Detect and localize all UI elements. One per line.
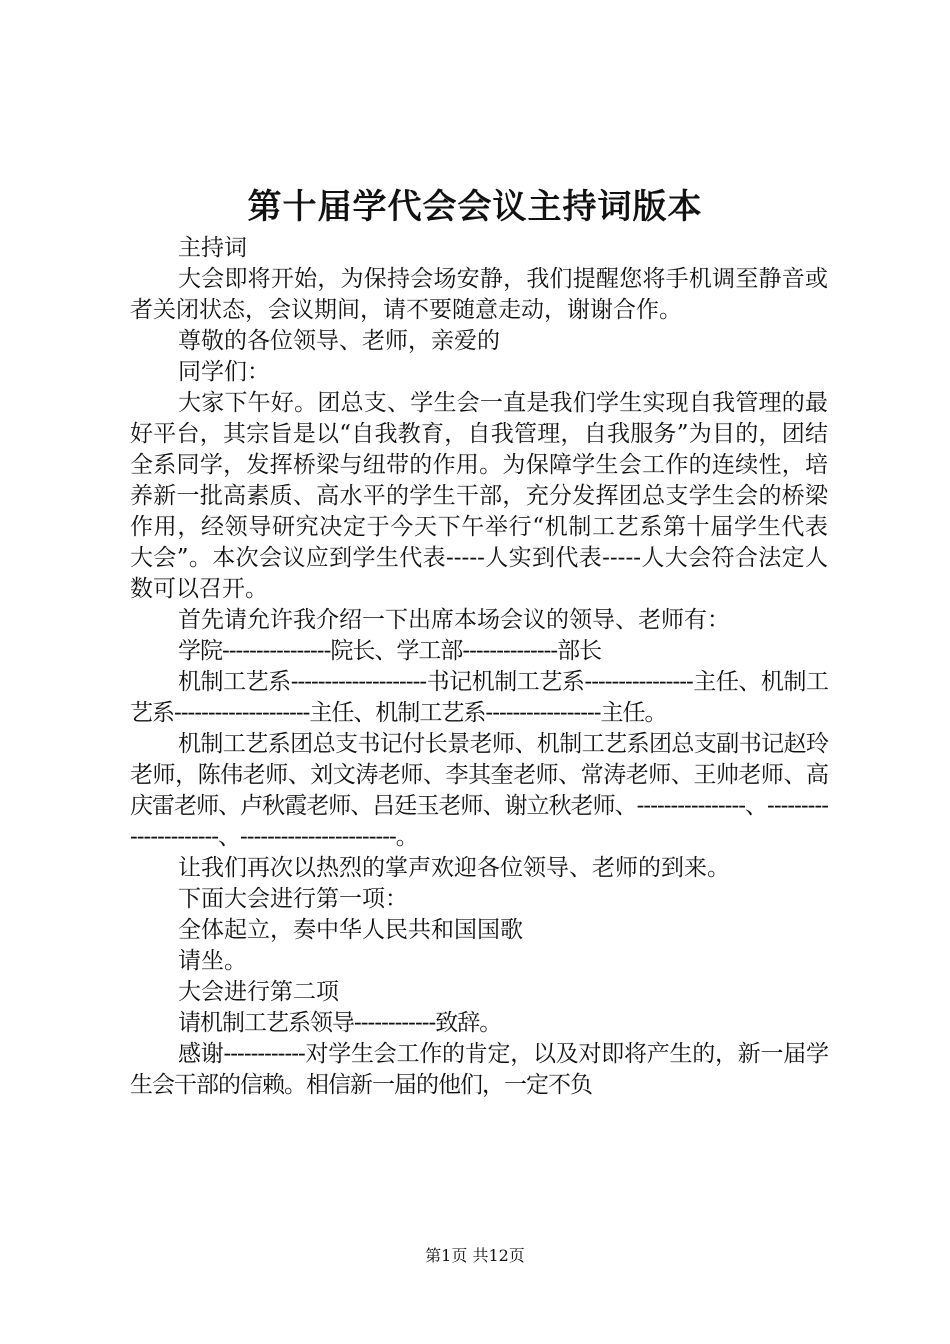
paragraph-notice: 大会即将开始，为保持会场安静，我们提醒您将手机调至静音或者关闭状态，会议期间，请不要随意走动，谢谢合作。 bbox=[130, 266, 828, 323]
paragraph-welcome: 让我们再次以热烈的掌声欢迎各位领导、老师的到来。 bbox=[178, 855, 730, 881]
paragraph-introduce-leaders: 首先请允许我介绍一下出席本场会议的领导、老师有： bbox=[178, 607, 730, 633]
document-title: 第十届学代会会议主持词版本 bbox=[247, 187, 703, 227]
paragraph-host-label: 主持词 bbox=[178, 235, 247, 261]
paragraph-item-two: 大会进行第二项 bbox=[178, 979, 339, 1005]
paragraph-greeting: 尊敬的各位领导、老师，亲爱的 bbox=[178, 328, 500, 354]
paragraph-opening: 大家下午好。团总支、学生会一直是我们学生实现自我管理的最好平台，其宗旨是以“自我教育，自我管理，自我服务”为目的，团结全系同学，发挥桥梁与纽带的作用。为保障学生会工作的连续性，培养新一批高素质、高水平的学生干部，充分发挥团总支学生会的桥梁作用，经领导研究决定于今天下午举行“机制工艺系第十届学生代表大会”。本次会议应到学生代表-----人实到代表-----人大会符合法定人数可以召开。 bbox=[130, 390, 828, 602]
paragraph-college-leaders: 学院----------------院长、学工部--------------部长 bbox=[178, 638, 602, 664]
document-body bbox=[130, 233, 828, 1101]
paragraph-anthem: 全体起立，奏中华人民共和国国歌 bbox=[178, 917, 523, 943]
page-footer: 第1页 共12页 bbox=[425, 1246, 525, 1265]
paragraph-be-seated: 请坐。 bbox=[178, 948, 247, 974]
paragraph-department-leaders: 机制工艺系--------------------书记机制工艺系----------------主任、机制工艺系--------------------主任、机制工艺系-----------------主任。 bbox=[130, 669, 828, 726]
paragraph-leader-speech: 请机制工艺系领导------------致辞。 bbox=[178, 1010, 502, 1036]
paragraph-item-one: 下面大会进行第一项： bbox=[178, 886, 408, 912]
paragraph-teachers: 机制工艺系团总支书记付长景老师、机制工艺系团总支副书记赵玲老师，陈伟老师、刘文涛老师、李其奎老师、常涛老师、王帅老师、高庆雷老师、卢秋霞老师、吕廷玉老师、谢立秋老师、----------------、----------------------、-----------------------。 bbox=[130, 731, 828, 850]
paragraph-thanks: 感谢------------对学生会工作的肯定，以及对即将产生的，新一届学生会干部的信赖。相信新一届的他们，一定不负 bbox=[130, 1041, 828, 1098]
paragraph-greeting-students: 同学们： bbox=[178, 359, 270, 385]
